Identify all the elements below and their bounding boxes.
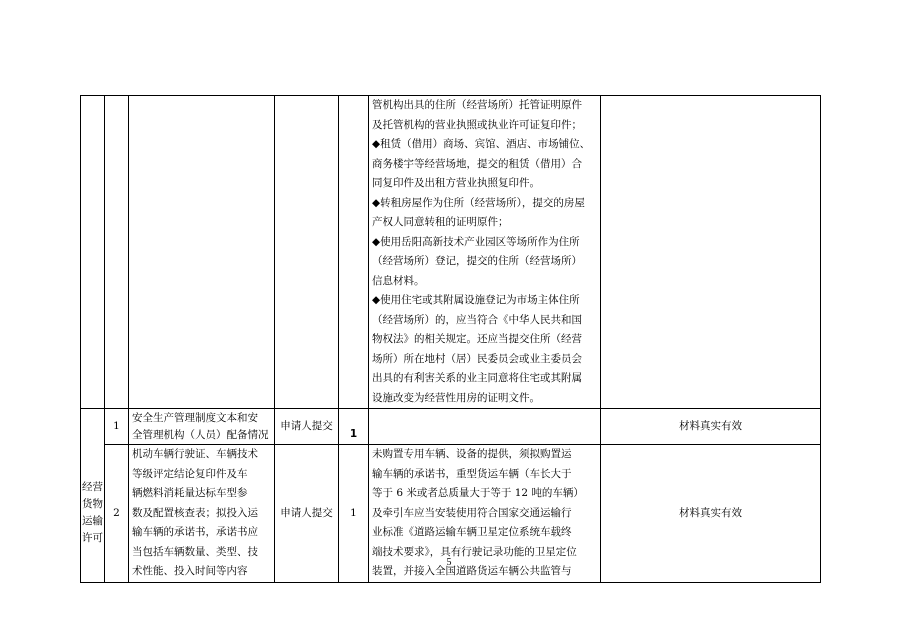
requirement-line: 场所）所在地村（居）民委员会或业主委员会 — [372, 352, 582, 365]
requirement-line: 等于 6 米或者总质量大于等于 12 吨的车辆） — [372, 487, 584, 499]
requirement-line: 未购置专用车辆、设备的提供，须拟购置运 — [372, 448, 572, 460]
material-line: 输车辆的承诺书，承诺书应 — [132, 526, 258, 538]
requirement-line: ◆使用住宅或其附属设施登记为市场主体住所 — [372, 294, 580, 306]
requirement-line: 信息材料。 — [372, 274, 425, 287]
standard-cell: 材料真实有效 — [601, 409, 821, 445]
requirement-line: 端技术要求》，具有行驶记录功能的卫星定位 — [372, 545, 577, 558]
requirement-cell-empty — [369, 409, 601, 445]
requirement-line: 产权人同意转租的证明原件； — [372, 216, 509, 228]
index-cell-empty — [105, 96, 129, 409]
requirement-line: （经营场所）的，应当符合《中华人民共和国 — [372, 313, 582, 326]
material-line: 术性能、投入时间等内容 — [132, 565, 248, 577]
category-line: 运输 — [82, 515, 103, 527]
category-cell-empty — [81, 96, 105, 409]
standard-cell: 材料真实有效 — [601, 445, 821, 583]
category-line: 许可 — [82, 532, 103, 544]
material-line: 辆燃料消耗量达标车型参 — [132, 487, 248, 499]
standard-cell-empty — [601, 96, 821, 409]
table-row — [81, 409, 821, 445]
material-line: 等级评定结论复印件及车 — [132, 467, 248, 480]
category-cell-empty — [81, 409, 105, 445]
requirement-line: 及牵引车应当安装使用符合国家交通运输行 — [372, 506, 572, 519]
materials-table — [80, 95, 821, 583]
requirement-line: 装置，并接入全国道路货运车辆公共监管与 — [372, 565, 572, 577]
row-index: 2 — [105, 445, 129, 583]
category-line: 经营 — [82, 481, 103, 493]
material-line: 数及配置核查表；拟投入运 — [132, 506, 258, 519]
material-line: 当包括车辆数量、类型、技 — [132, 545, 258, 558]
copies-cell: 1 — [339, 445, 369, 583]
requirement-line: 设施改变为经营性用房的证明文件。 — [372, 391, 540, 404]
requirement-line: 业标准《道路运输车辆卫星定位系统车载终 — [372, 526, 572, 538]
category-line: 货物 — [82, 498, 103, 510]
requirement-line: 物权法》的相关规定。还应当提交住所（经营 — [372, 333, 582, 345]
requirement-line: 商务楼宇等经营场地，提交的租赁（借用）合 — [372, 157, 582, 170]
material-line: 机动车辆行驶证、车辆技术 — [132, 448, 258, 460]
continuation-row — [81, 96, 821, 409]
requirement-line: ◆转租房屋作为住所（经营场所），提交的房屋 — [372, 196, 585, 209]
material-cell — [129, 409, 275, 445]
source-cell: 申请人提交 — [275, 445, 339, 583]
source-cell-empty — [275, 96, 339, 409]
requirement-cell — [369, 96, 601, 409]
requirement-line: （经营场所）登记，提交的住所（经营场所） — [372, 255, 582, 267]
page-number: 5 — [446, 557, 452, 568]
source-cell: 申请人提交 — [275, 409, 339, 445]
requirement-line: 及托管机构的营业执照或执业许可证复印件； — [372, 118, 582, 131]
requirement-line: 管机构出具的住所（经营场所）托管证明原件 — [372, 99, 582, 111]
copies-cell-empty — [339, 96, 369, 409]
requirement-line: ◆使用岳阳高新技术产业园区等场所作为住所 — [372, 235, 580, 248]
requirement-line: 同复印件及出租方营业执照复印件。 — [372, 177, 540, 189]
requirement-line: ◆租赁（借用）商场、宾馆、酒店、市场铺位、 — [372, 138, 591, 150]
requirement-line: 输车辆的承诺书，重型货运车辆（车长大于 — [372, 467, 572, 480]
material-cell-empty — [129, 96, 275, 409]
copies-cell: 1 — [339, 409, 369, 445]
material-line: 安全生产管理制度文本和安 — [132, 411, 258, 424]
requirement-line: 出具的有利害关系的业主同意将住宅或其附属 — [372, 372, 582, 384]
row-index: 1 — [105, 409, 129, 445]
material-line: 全管理机构（人员）配备情况 — [132, 428, 269, 441]
